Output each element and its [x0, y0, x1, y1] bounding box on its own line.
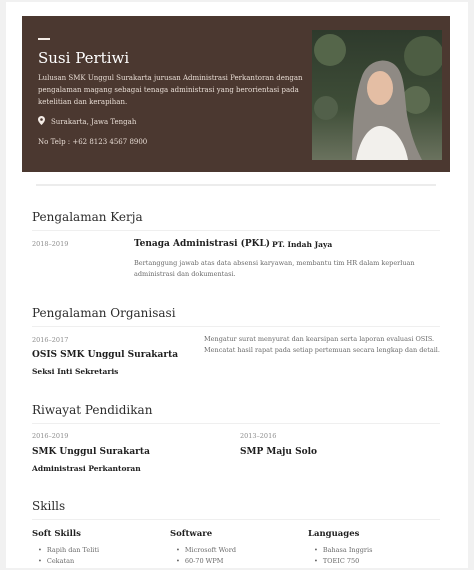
skill-list-soft: [38, 545, 99, 567]
education-major-1: Administrasi Perkantoran: [32, 464, 141, 473]
skill-item: • 60-70 WPM: [176, 556, 236, 567]
skill-item: • Rapih dan Teliti: [38, 545, 99, 556]
skill-heading-software: Software: [170, 529, 213, 539]
experience-date: 2018–2019: [32, 240, 69, 248]
phone-text: No Telp : +62 8123 4567 8900: [38, 138, 148, 146]
header-divider: [36, 184, 436, 186]
section-title-organization: Pengalaman Organisasi: [32, 306, 176, 320]
section-title-skills: Skills: [32, 499, 66, 513]
section-rule: [32, 230, 440, 231]
skill-list-languages: [314, 545, 372, 567]
education-date-1: 2016–2019: [32, 432, 69, 440]
organization-date: 2016–2017: [32, 336, 69, 344]
skill-list-software: [176, 545, 236, 567]
organization-name: OSIS SMK Unggul Surakarta: [32, 350, 179, 360]
skill-heading-languages: Languages: [308, 529, 360, 539]
profile-summary: Lulusan SMK Unggul Surakarta jurusan Administrasi Perkantoran dengan pengalaman magang sebagai tenaga administrasi yang berorientasi pada ketelitian dan kerapihan.: [38, 74, 303, 106]
experience-role: Tenaga Administrasi (PKL): [134, 239, 271, 249]
experience-company: PT. Indah Jaya: [272, 240, 333, 249]
location-pin-icon: [38, 116, 45, 127]
section-rule: [32, 519, 440, 520]
experience-description: Bertanggung jawab atas data absensi karyawan, membantu tim HR dalam keperluan administrasi dan dokumentasi.: [134, 259, 415, 278]
section-title-education: Riwayat Pendidikan: [32, 403, 153, 417]
education-date-2: 2013–2016: [240, 432, 277, 440]
location-text: Surakarta, Jawa Tengah: [51, 117, 137, 126]
resume-page: [6, 2, 468, 568]
education-school-2: SMP Maju Solo: [240, 447, 318, 457]
profile-photo: [312, 30, 442, 160]
profile-header: [22, 16, 450, 172]
skill-item: • TOEIC 750: [314, 556, 372, 567]
organization-role: Seksi Inti Sekretaris: [32, 367, 119, 376]
skill-item: • Bahasa Inggris: [314, 545, 372, 556]
skill-heading-soft: Soft Skills: [32, 529, 81, 539]
organization-description: Mengatur surat menyurat dan kearsipan serta laporan evaluasi OSIS. Mencatat hasil rapat pada setiap pertemuan secara lengkap dan detail.: [204, 335, 440, 354]
header-accent-line: [38, 38, 50, 40]
location-row: [38, 116, 136, 127]
section-title-experience: Pengalaman Kerja: [32, 210, 143, 224]
section-rule: [32, 326, 440, 327]
skill-item: • Cekatan: [38, 556, 99, 567]
education-school-1: SMK Unggul Surakarta: [32, 447, 150, 457]
section-rule: [32, 423, 440, 424]
profile-name: Susi Pertiwi: [38, 49, 130, 67]
skill-item: • Microsoft Word: [176, 545, 236, 556]
